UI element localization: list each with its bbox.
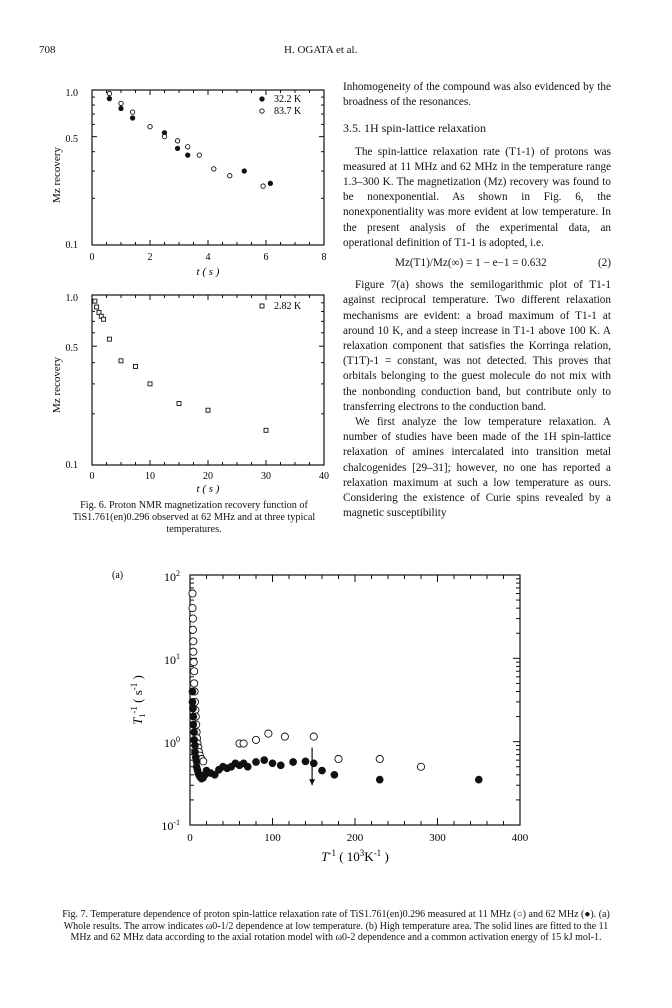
section-heading: 3.5. 1H spin-lattice relaxation <box>343 121 486 136</box>
fig7-xlabel: $T^{-1}$ ( $10^3K^{-1}$ ) <box>321 848 389 864</box>
fig6b-point <box>206 408 210 412</box>
fig6b-xtick-30: 30 <box>261 471 271 482</box>
paragraph-3: Figure 7(a) shows the semilogarithmic plot of T1-1 against reciprocal temperature. Two different relaxation mechanisms are evident: a broad maximum of T1-1 at around 10 K, and a steep increase in T1-1 above 100 K. A relaxation component that satisfies the Korringa relation, (T1T)-1 = constant, was not detected. This proves that orbitals belonging to the guest molecule do not mix with the nonbonding conduction band, but contribute only to transferring electrons to the conduction band. <box>343 279 611 413</box>
fig7-xtick-200: 200 <box>346 832 364 844</box>
fig7-point-62MHz <box>244 763 251 770</box>
fig6a-legend-symbol <box>260 97 264 101</box>
fig6a-xtick-8: 8 <box>321 252 327 263</box>
fig6b-point <box>95 305 99 309</box>
fig7-point-11MHz <box>189 615 196 622</box>
fig6b-ytick-1.0: 1.0 <box>65 293 78 304</box>
fig7-point-11MHz <box>190 638 197 645</box>
fig6a-ytick-0.5: 0.5 <box>65 134 78 145</box>
fig6a-point-83K <box>119 101 123 105</box>
fig6a-point-83K <box>130 110 134 114</box>
fig7-point-11MHz <box>265 730 272 737</box>
fig7-ytick-1: $10^0$ <box>164 735 180 750</box>
fig7-point-62MHz <box>189 688 196 695</box>
fig6a-point-83K <box>162 134 166 138</box>
fig7-point-62MHz <box>189 705 196 712</box>
fig6b-xtick-10: 10 <box>145 471 155 482</box>
fig6b-ytick-0.5: 0.5 <box>65 343 78 354</box>
fig6b-point <box>148 382 152 386</box>
fig6a-point-32K <box>242 169 246 173</box>
fig7-point-11MHz <box>189 626 196 633</box>
fig7-panel-label: (a) <box>112 570 124 581</box>
fig6b-point <box>102 317 106 321</box>
fig6a-point-32K <box>268 181 272 185</box>
fig7-point-11MHz <box>417 763 424 770</box>
fig7-ytick-0.1: $10^{-1}$ <box>161 818 180 833</box>
fig7-point-62MHz <box>331 771 338 778</box>
fig6a-point-83K <box>186 145 190 149</box>
fig7-ytick-10: $10^1$ <box>164 652 180 667</box>
fig7-point-11MHz <box>189 605 196 612</box>
paragraph-1: Inhomogeneity of the compound was also evidenced by the broadness of the resonances. <box>343 81 611 109</box>
fig6b-ytick-0.1: 0.1 <box>65 460 78 471</box>
fig6b-chart <box>48 285 338 495</box>
fig7-point-62MHz <box>290 759 297 766</box>
fig7-arrow-head <box>309 779 315 785</box>
fig6a-point-83K <box>107 91 111 95</box>
fig7-point-11MHz <box>240 740 247 747</box>
fig7-caption: Fig. 7. Temperature dependence of proton spin-lattice relaxation rate of TiS1.761(en)0.296 measured at 11 MHz (○) and 62 MHz (●). (a) Whole results. The arrow indicates ω0-1/2 dependence at low temperature. (b) High temperature area. The solid lines are fitted to the 11 MHz and 62 MHz data according to the axial rotation model with ω0-2 dependence and a common activation energy of 15 kJ mol-1. <box>62 909 610 943</box>
fig7-point-62MHz <box>190 713 197 720</box>
page-number: 708 <box>39 44 56 56</box>
fig6a-legend-symbol <box>260 109 264 113</box>
fig6a-legend-label: 32.2 K <box>274 94 302 105</box>
fig7-xtick-300: 300 <box>429 832 446 844</box>
fig6a-xtick-4: 4 <box>205 252 211 263</box>
fig6a-point-83K <box>228 173 232 177</box>
fig6a-point-83K <box>148 124 152 128</box>
fig6b-point <box>134 364 138 368</box>
fig6b-xlabel: t ( s ) <box>196 483 220 495</box>
fig6a-point-32K <box>119 106 123 110</box>
fig6a-chart <box>48 80 338 280</box>
fig6-caption: Fig. 6. Proton NMR magnetization recovery function of TiS1.761(en)0.296 observed at 62 MHz and at three typical temperatures. <box>72 500 316 535</box>
fig7-xtick-0: 0 <box>187 832 193 844</box>
paragraph-4: We first analyze the low temperature relaxation. A number of studies have been made of the 1H spin-lattice relaxation of amines intercalated into transition metal chalcogenides [29–31]; however, no one has reported a relaxation maximum at such a low temperature as ours. Considering the existence of Curie spins revealed by a magnetic susceptibility <box>343 416 611 520</box>
fig7-point-62MHz <box>190 721 197 728</box>
fig7-point-11MHz <box>376 755 383 762</box>
fig6b-point <box>177 402 181 406</box>
fig7-ytick-100: $10^2$ <box>164 569 180 584</box>
fig6b-legend-label: 2.82 K <box>274 301 302 312</box>
fig7-chart <box>106 565 546 900</box>
fig7-point-62MHz <box>191 729 198 736</box>
fig7-point-62MHz <box>310 760 317 767</box>
fig7-point-62MHz <box>189 699 196 706</box>
fig7-point-11MHz <box>310 733 317 740</box>
fig6a-point-32K <box>175 146 179 150</box>
fig7-point-62MHz <box>261 757 268 764</box>
fig6b-point <box>264 428 268 432</box>
fig6a-ytick-0.1: 0.1 <box>65 240 78 251</box>
fig6a-point-83K <box>175 139 179 143</box>
fig6b-xtick-0: 0 <box>89 471 95 482</box>
fig7-point-11MHz <box>281 733 288 740</box>
fig6b-point <box>93 299 97 303</box>
fig7-point-11MHz <box>252 736 259 743</box>
equation-2 <box>343 256 611 271</box>
fig6a-point-83K <box>197 153 201 157</box>
fig6a-xtick-6: 6 <box>263 252 269 263</box>
fig7-point-11MHz <box>190 659 197 666</box>
fig6a-ytick-1.0: 1.0 <box>65 88 78 99</box>
fig7-point-62MHz <box>319 767 326 774</box>
fig6a-point-83K <box>261 184 265 188</box>
fig6a-ylabel: Mz recovery <box>51 147 63 203</box>
fig7-xtick-100: 100 <box>264 832 281 844</box>
fig6b-frame <box>92 295 324 465</box>
fig6b-ylabel: Mz recovery <box>51 357 63 413</box>
equation-body: Mz(T1)/Mz(∞) = 1 − e−1 = 0.632 <box>395 257 547 270</box>
fig6a-xtick-0: 0 <box>89 252 95 263</box>
fig7-point-11MHz <box>191 680 198 687</box>
fig6a-point-32K <box>186 153 190 157</box>
fig6a-point-32K <box>107 96 111 100</box>
fig6a-point-32K <box>130 116 134 120</box>
fig6b-legend-symbol <box>260 304 264 308</box>
fig6b-xtick-40: 40 <box>319 471 329 482</box>
paragraph-2: The spin-lattice relaxation rate (T1-1) of protons was measured at 11 MHz and 62 MHz in the temperature range 1.3–300 K. The magnetization (Mz) recovery was found to be nonexponential. As shown in Fig. 6, the nonexponentiality was more evident at low temperature. In the present analysis of the experimental data, an operational definition of T1-1 is adopted, i.e. <box>343 145 611 249</box>
fig7-point-62MHz <box>192 742 199 749</box>
fig7-xtick-400: 400 <box>511 832 529 844</box>
fig7-point-11MHz <box>191 668 198 675</box>
fig6b-xtick-20: 20 <box>203 471 213 482</box>
fig7-ylabel: $T_1^{-1}$ ( $s^{-1}$ ) <box>129 675 147 725</box>
body-text-column <box>343 80 611 521</box>
fig6a-xlabel: t ( s ) <box>196 266 220 278</box>
fig7-point-62MHz <box>253 759 260 766</box>
fig7-point-62MHz <box>376 776 383 783</box>
fig6b-point <box>119 359 123 363</box>
fig7-point-11MHz <box>190 648 197 655</box>
fig7-point-11MHz <box>335 755 342 762</box>
fig7-point-62MHz <box>277 762 284 769</box>
running-title: H. OGATA et al. <box>284 44 358 56</box>
fig7-point-62MHz <box>302 758 309 765</box>
fig7-point-62MHz <box>475 776 482 783</box>
fig6a-point-83K <box>212 167 216 171</box>
equation-number: (2) <box>597 257 611 270</box>
fig7-point-11MHz <box>189 590 196 597</box>
fig7-point-11MHz <box>200 758 207 765</box>
fig7-frame <box>190 575 520 825</box>
fig6a-xtick-2: 2 <box>147 252 153 263</box>
fig6a-legend-label: 83.7 K <box>274 106 302 117</box>
fig6b-point <box>107 337 111 341</box>
fig7-point-62MHz <box>269 760 276 767</box>
